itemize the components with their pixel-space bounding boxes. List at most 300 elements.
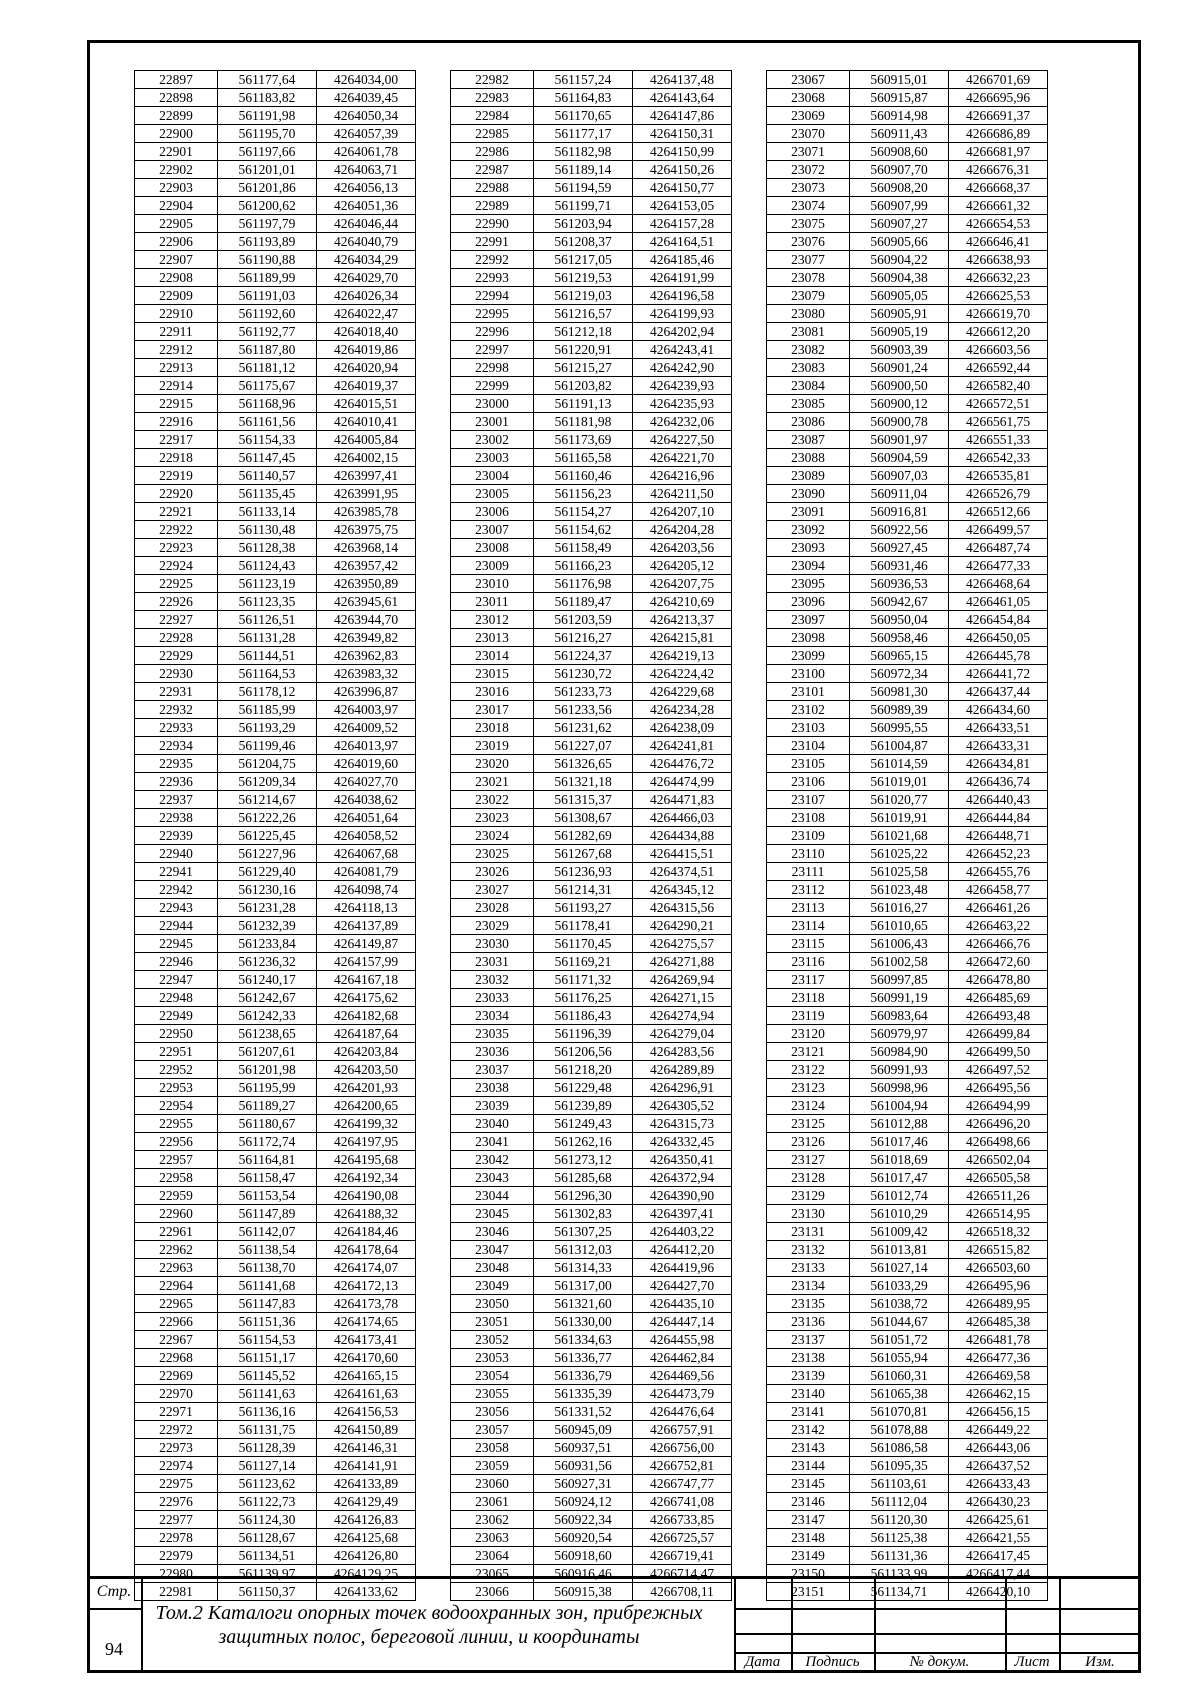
point-number-cell: 23079 <box>767 287 850 305</box>
x-coordinate-cell: 560905,91 <box>850 305 949 323</box>
table-row <box>767 1151 1048 1169</box>
y-coordinate-cell: 4264234,28 <box>633 701 732 719</box>
x-coordinate-cell: 561006,43 <box>850 935 949 953</box>
point-number-cell: 23118 <box>767 989 850 1007</box>
table-row <box>451 809 732 827</box>
x-coordinate-cell: 561134,71 <box>850 1583 949 1601</box>
table-row <box>767 1331 1048 1349</box>
x-coordinate-cell: 561194,59 <box>534 179 633 197</box>
table-row <box>767 269 1048 287</box>
point-number-cell: 23078 <box>767 269 850 287</box>
table-row <box>767 359 1048 377</box>
x-coordinate-cell: 560989,39 <box>850 701 949 719</box>
table-row <box>451 557 732 575</box>
x-coordinate-cell: 561017,47 <box>850 1169 949 1187</box>
y-coordinate-cell: 4266661,32 <box>949 197 1048 215</box>
table-row <box>767 1403 1048 1421</box>
x-coordinate-cell: 561170,65 <box>534 107 633 125</box>
y-coordinate-cell: 4263962,83 <box>317 647 416 665</box>
point-number-cell: 23034 <box>451 1007 534 1025</box>
y-coordinate-cell: 4263949,82 <box>317 629 416 647</box>
point-number-cell: 23010 <box>451 575 534 593</box>
point-number-cell: 23087 <box>767 431 850 449</box>
x-coordinate-cell: 561212,18 <box>534 323 633 341</box>
point-number-cell: 23076 <box>767 233 850 251</box>
point-number-cell: 23070 <box>767 125 850 143</box>
point-number-cell: 22957 <box>135 1151 218 1169</box>
x-coordinate-cell: 560922,56 <box>850 521 949 539</box>
table-row <box>767 953 1048 971</box>
table-row <box>135 1313 416 1331</box>
y-coordinate-cell: 4264274,94 <box>633 1007 732 1025</box>
point-number-cell: 22946 <box>135 953 218 971</box>
y-coordinate-cell: 4266430,23 <box>949 1493 1048 1511</box>
point-number-cell: 22982 <box>451 71 534 89</box>
x-coordinate-cell: 561197,66 <box>218 143 317 161</box>
table-row <box>135 485 416 503</box>
point-number-cell: 22977 <box>135 1511 218 1529</box>
table-row <box>767 701 1048 719</box>
x-coordinate-cell: 561020,77 <box>850 791 949 809</box>
point-number-cell: 23139 <box>767 1367 850 1385</box>
point-number-cell: 23117 <box>767 971 850 989</box>
point-number-cell: 23018 <box>451 719 534 737</box>
table-row <box>135 71 416 89</box>
x-coordinate-cell: 561231,28 <box>218 899 317 917</box>
point-number-cell: 22966 <box>135 1313 218 1331</box>
x-coordinate-cell: 561158,47 <box>218 1169 317 1187</box>
point-number-cell: 22928 <box>135 629 218 647</box>
x-coordinate-cell: 561136,16 <box>218 1403 317 1421</box>
y-coordinate-cell: 4266551,33 <box>949 431 1048 449</box>
x-coordinate-cell: 561147,45 <box>218 449 317 467</box>
y-coordinate-cell: 4266515,82 <box>949 1241 1048 1259</box>
x-coordinate-cell: 561219,53 <box>534 269 633 287</box>
table-row <box>767 107 1048 125</box>
table-row <box>135 1349 416 1367</box>
x-coordinate-cell: 560920,54 <box>534 1529 633 1547</box>
doc-number-column-label: № докум. <box>909 1654 970 1670</box>
y-coordinate-cell: 4266638,93 <box>949 251 1048 269</box>
x-coordinate-cell: 561004,94 <box>850 1097 949 1115</box>
point-number-cell: 23013 <box>451 629 534 647</box>
y-coordinate-cell: 4266440,43 <box>949 791 1048 809</box>
table-row <box>135 827 416 845</box>
table-row <box>135 665 416 683</box>
table-row <box>135 719 416 737</box>
table-row <box>451 629 732 647</box>
y-coordinate-cell: 4266676,31 <box>949 161 1048 179</box>
point-number-cell: 23021 <box>451 773 534 791</box>
table-row <box>767 1385 1048 1403</box>
table-row <box>451 1367 732 1385</box>
x-coordinate-cell: 561019,01 <box>850 773 949 791</box>
table-row <box>767 1493 1048 1511</box>
y-coordinate-cell: 4264067,68 <box>317 845 416 863</box>
y-coordinate-cell: 4266477,33 <box>949 557 1048 575</box>
table-row <box>451 1547 732 1565</box>
y-coordinate-cell: 4266572,51 <box>949 395 1048 413</box>
table-row <box>767 809 1048 827</box>
y-coordinate-cell: 4266450,05 <box>949 629 1048 647</box>
y-coordinate-cell: 4266449,22 <box>949 1421 1048 1439</box>
point-number-cell: 22940 <box>135 845 218 863</box>
point-number-cell: 23039 <box>451 1097 534 1115</box>
y-coordinate-cell: 4266701,69 <box>949 71 1048 89</box>
change-column-label: Изм. <box>1085 1654 1115 1670</box>
point-number-cell: 23137 <box>767 1331 850 1349</box>
table-row <box>451 1313 732 1331</box>
x-coordinate-cell: 561130,48 <box>218 521 317 539</box>
y-coordinate-cell: 4264137,89 <box>317 917 416 935</box>
x-coordinate-cell: 561120,30 <box>850 1511 949 1529</box>
point-number-cell: 23046 <box>451 1223 534 1241</box>
y-coordinate-cell: 4266433,43 <box>949 1475 1048 1493</box>
y-coordinate-cell: 4264009,52 <box>317 719 416 737</box>
x-coordinate-cell: 560907,03 <box>850 467 949 485</box>
point-number-cell: 22929 <box>135 647 218 665</box>
table-row <box>767 1043 1048 1061</box>
point-number-cell: 22961 <box>135 1223 218 1241</box>
table-row <box>767 395 1048 413</box>
point-number-cell: 23114 <box>767 917 850 935</box>
table-row <box>135 1097 416 1115</box>
x-coordinate-cell: 561154,53 <box>218 1331 317 1349</box>
page-number: 94 <box>105 1639 123 1659</box>
x-coordinate-cell: 560942,67 <box>850 593 949 611</box>
point-number-cell: 23098 <box>767 629 850 647</box>
x-coordinate-cell: 561189,27 <box>218 1097 317 1115</box>
table-row <box>451 683 732 701</box>
x-coordinate-cell: 561231,62 <box>534 719 633 737</box>
y-coordinate-cell: 4264129,49 <box>317 1493 416 1511</box>
point-number-cell: 23015 <box>451 665 534 683</box>
table-row <box>767 791 1048 809</box>
x-coordinate-cell: 561204,75 <box>218 755 317 773</box>
point-number-cell: 22984 <box>451 107 534 125</box>
point-number-cell: 22991 <box>451 233 534 251</box>
table-row <box>767 1025 1048 1043</box>
y-coordinate-cell: 4264018,40 <box>317 323 416 341</box>
y-coordinate-cell: 4264469,56 <box>633 1367 732 1385</box>
point-number-cell: 22969 <box>135 1367 218 1385</box>
point-number-cell: 23148 <box>767 1529 850 1547</box>
point-number-cell: 23060 <box>451 1475 534 1493</box>
table-row <box>767 467 1048 485</box>
x-coordinate-cell: 561296,30 <box>534 1187 633 1205</box>
table-row <box>135 1115 416 1133</box>
y-coordinate-cell: 4264173,41 <box>317 1331 416 1349</box>
y-coordinate-cell: 4264150,77 <box>633 179 732 197</box>
table-row <box>451 1421 732 1439</box>
y-coordinate-cell: 4264164,51 <box>633 233 732 251</box>
table-row <box>767 1313 1048 1331</box>
y-coordinate-cell: 4264239,93 <box>633 377 732 395</box>
y-coordinate-cell: 4266499,50 <box>949 1043 1048 1061</box>
y-coordinate-cell: 4263985,78 <box>317 503 416 521</box>
table-row <box>451 287 732 305</box>
table-row <box>135 557 416 575</box>
point-number-cell: 23088 <box>767 449 850 467</box>
table-row <box>451 1061 732 1079</box>
x-coordinate-cell: 561321,18 <box>534 773 633 791</box>
point-number-cell: 23072 <box>767 161 850 179</box>
table-row <box>451 197 732 215</box>
table-row <box>767 1223 1048 1241</box>
y-coordinate-cell: 4264051,64 <box>317 809 416 827</box>
point-number-cell: 22903 <box>135 179 218 197</box>
point-number-cell: 23110 <box>767 845 850 863</box>
y-coordinate-cell: 4266496,20 <box>949 1115 1048 1133</box>
y-coordinate-cell: 4264476,72 <box>633 755 732 773</box>
point-number-cell: 23037 <box>451 1061 534 1079</box>
y-coordinate-cell: 4264019,86 <box>317 341 416 359</box>
point-number-cell: 23004 <box>451 467 534 485</box>
table-row <box>135 791 416 809</box>
x-coordinate-cell: 560905,05 <box>850 287 949 305</box>
table-row <box>767 665 1048 683</box>
table-row <box>767 251 1048 269</box>
point-number-cell: 22995 <box>451 305 534 323</box>
y-coordinate-cell: 4264203,56 <box>633 539 732 557</box>
table-row <box>767 197 1048 215</box>
y-coordinate-cell: 4264170,60 <box>317 1349 416 1367</box>
point-number-cell: 23113 <box>767 899 850 917</box>
x-coordinate-cell: 561335,39 <box>534 1385 633 1403</box>
table-row <box>135 89 416 107</box>
table-row <box>135 1043 416 1061</box>
point-number-cell: 22935 <box>135 755 218 773</box>
point-number-cell: 23032 <box>451 971 534 989</box>
point-number-cell: 23069 <box>767 107 850 125</box>
point-number-cell: 23102 <box>767 701 850 719</box>
y-coordinate-cell: 4264178,64 <box>317 1241 416 1259</box>
point-number-cell: 23075 <box>767 215 850 233</box>
y-coordinate-cell: 4263975,75 <box>317 521 416 539</box>
point-number-cell: 23065 <box>451 1565 534 1583</box>
point-number-cell: 22972 <box>135 1421 218 1439</box>
table-row <box>767 719 1048 737</box>
table-row <box>135 863 416 881</box>
x-coordinate-cell: 560984,90 <box>850 1043 949 1061</box>
table-row <box>767 1295 1048 1313</box>
table-row <box>135 341 416 359</box>
table-row <box>451 1169 732 1187</box>
point-number-cell: 22962 <box>135 1241 218 1259</box>
point-number-cell: 23101 <box>767 683 850 701</box>
x-coordinate-cell: 561224,37 <box>534 647 633 665</box>
point-number-cell: 22906 <box>135 233 218 251</box>
x-coordinate-cell: 561225,45 <box>218 827 317 845</box>
point-number-cell: 23091 <box>767 503 850 521</box>
y-coordinate-cell: 4264146,31 <box>317 1439 416 1457</box>
table-row <box>767 629 1048 647</box>
y-coordinate-cell: 4266625,53 <box>949 287 1048 305</box>
y-coordinate-cell: 4266443,06 <box>949 1439 1048 1457</box>
table-row <box>451 539 732 557</box>
table-row <box>135 1241 416 1259</box>
y-coordinate-cell: 4266434,60 <box>949 701 1048 719</box>
x-coordinate-cell: 560981,30 <box>850 683 949 701</box>
y-coordinate-cell: 4264156,53 <box>317 1403 416 1421</box>
table-row <box>135 467 416 485</box>
table-row <box>451 161 732 179</box>
x-coordinate-cell: 561175,67 <box>218 377 317 395</box>
x-coordinate-cell: 561232,39 <box>218 917 317 935</box>
point-number-cell: 22951 <box>135 1043 218 1061</box>
x-coordinate-cell: 561103,61 <box>850 1475 949 1493</box>
point-number-cell: 22994 <box>451 287 534 305</box>
y-coordinate-cell: 4266632,23 <box>949 269 1048 287</box>
x-coordinate-cell: 561122,73 <box>218 1493 317 1511</box>
y-coordinate-cell: 4266681,97 <box>949 143 1048 161</box>
x-coordinate-cell: 561178,12 <box>218 683 317 701</box>
x-coordinate-cell: 561222,26 <box>218 809 317 827</box>
table-row <box>451 251 732 269</box>
x-coordinate-cell: 560905,19 <box>850 323 949 341</box>
x-coordinate-cell: 560945,09 <box>534 1421 633 1439</box>
y-coordinate-cell: 4264197,95 <box>317 1133 416 1151</box>
y-coordinate-cell: 4264213,37 <box>633 611 732 629</box>
x-coordinate-cell: 561147,89 <box>218 1205 317 1223</box>
point-number-cell: 23095 <box>767 575 850 593</box>
point-number-cell: 22911 <box>135 323 218 341</box>
x-coordinate-cell: 561171,32 <box>534 971 633 989</box>
point-number-cell: 22910 <box>135 305 218 323</box>
point-number-cell: 23061 <box>451 1493 534 1511</box>
x-coordinate-cell: 561158,49 <box>534 539 633 557</box>
y-coordinate-cell: 4264133,89 <box>317 1475 416 1493</box>
table-row <box>767 1367 1048 1385</box>
y-coordinate-cell: 4264419,96 <box>633 1259 732 1277</box>
point-number-cell: 22943 <box>135 899 218 917</box>
y-coordinate-cell: 4264224,42 <box>633 665 732 683</box>
table-row <box>135 1331 416 1349</box>
point-number-cell: 23047 <box>451 1241 534 1259</box>
table-row <box>135 1493 416 1511</box>
table-row <box>451 665 732 683</box>
x-coordinate-cell: 561142,07 <box>218 1223 317 1241</box>
point-number-cell: 22950 <box>135 1025 218 1043</box>
table-row <box>451 503 732 521</box>
point-number-cell: 23014 <box>451 647 534 665</box>
x-coordinate-cell: 561233,56 <box>534 701 633 719</box>
x-coordinate-cell: 561203,82 <box>534 377 633 395</box>
x-coordinate-cell: 561078,88 <box>850 1421 949 1439</box>
y-coordinate-cell: 4266468,64 <box>949 575 1048 593</box>
y-coordinate-cell: 4264061,78 <box>317 143 416 161</box>
y-coordinate-cell: 4266489,95 <box>949 1295 1048 1313</box>
y-coordinate-cell: 4266466,76 <box>949 935 1048 953</box>
x-coordinate-cell: 560998,96 <box>850 1079 949 1097</box>
point-number-cell: 22926 <box>135 593 218 611</box>
table-row <box>135 1511 416 1529</box>
x-coordinate-cell: 561191,03 <box>218 287 317 305</box>
y-coordinate-cell: 4264174,07 <box>317 1259 416 1277</box>
table-row <box>451 1187 732 1205</box>
table-row <box>135 1151 416 1169</box>
table-row <box>451 773 732 791</box>
y-coordinate-cell: 4264332,45 <box>633 1133 732 1151</box>
table-row <box>135 161 416 179</box>
y-coordinate-cell: 4264046,44 <box>317 215 416 233</box>
point-number-cell: 23068 <box>767 89 850 107</box>
point-number-cell: 23140 <box>767 1385 850 1403</box>
point-number-cell: 22898 <box>135 89 218 107</box>
y-coordinate-cell: 4266646,41 <box>949 233 1048 251</box>
x-coordinate-cell: 561019,91 <box>850 809 949 827</box>
y-coordinate-cell: 4266752,81 <box>633 1457 732 1475</box>
table-row <box>135 1295 416 1313</box>
point-number-cell: 22979 <box>135 1547 218 1565</box>
table-row <box>451 1241 732 1259</box>
point-number-cell: 23033 <box>451 989 534 1007</box>
table-row <box>767 647 1048 665</box>
x-coordinate-cell: 561208,37 <box>534 233 633 251</box>
point-number-cell: 23138 <box>767 1349 850 1367</box>
point-number-cell: 22945 <box>135 935 218 953</box>
x-coordinate-cell: 560901,97 <box>850 431 949 449</box>
x-coordinate-cell: 561131,28 <box>218 629 317 647</box>
x-coordinate-cell: 561336,79 <box>534 1367 633 1385</box>
x-coordinate-cell: 561135,45 <box>218 485 317 503</box>
point-number-cell: 22939 <box>135 827 218 845</box>
y-coordinate-cell: 4264350,41 <box>633 1151 732 1169</box>
point-number-cell: 23100 <box>767 665 850 683</box>
table-row <box>451 1043 732 1061</box>
point-number-cell: 22944 <box>135 917 218 935</box>
table-row <box>451 1529 732 1547</box>
x-coordinate-cell: 561233,84 <box>218 935 317 953</box>
signature-column-label: Подпись <box>805 1654 860 1670</box>
table-row <box>135 1223 416 1241</box>
y-coordinate-cell: 4264161,63 <box>317 1385 416 1403</box>
table-row <box>767 1169 1048 1187</box>
y-coordinate-cell: 4264010,41 <box>317 413 416 431</box>
x-coordinate-cell: 561181,98 <box>534 413 633 431</box>
y-coordinate-cell: 4264081,79 <box>317 863 416 881</box>
point-number-cell: 23124 <box>767 1097 850 1115</box>
y-coordinate-cell: 4266433,51 <box>949 719 1048 737</box>
table-row <box>135 611 416 629</box>
x-coordinate-cell: 561014,59 <box>850 755 949 773</box>
table-row <box>135 917 416 935</box>
point-number-cell: 22933 <box>135 719 218 737</box>
y-coordinate-cell: 4264372,94 <box>633 1169 732 1187</box>
table-row <box>451 305 732 323</box>
x-coordinate-cell: 561060,31 <box>850 1367 949 1385</box>
table-row <box>767 1529 1048 1547</box>
table-row <box>451 953 732 971</box>
point-number-cell: 22914 <box>135 377 218 395</box>
table-row <box>451 341 732 359</box>
x-coordinate-cell: 560924,12 <box>534 1493 633 1511</box>
x-coordinate-cell: 561191,98 <box>218 107 317 125</box>
y-coordinate-cell: 4266582,40 <box>949 377 1048 395</box>
y-coordinate-cell: 4264211,50 <box>633 485 732 503</box>
point-number-cell: 22927 <box>135 611 218 629</box>
x-coordinate-cell: 561112,04 <box>850 1493 949 1511</box>
point-number-cell: 23077 <box>767 251 850 269</box>
table-row <box>767 377 1048 395</box>
y-coordinate-cell: 4264210,69 <box>633 593 732 611</box>
x-coordinate-cell: 561126,51 <box>218 611 317 629</box>
point-number-cell: 22965 <box>135 1295 218 1313</box>
point-number-cell: 23092 <box>767 521 850 539</box>
table-row <box>451 1025 732 1043</box>
table-row <box>767 287 1048 305</box>
x-coordinate-cell: 561334,63 <box>534 1331 633 1349</box>
